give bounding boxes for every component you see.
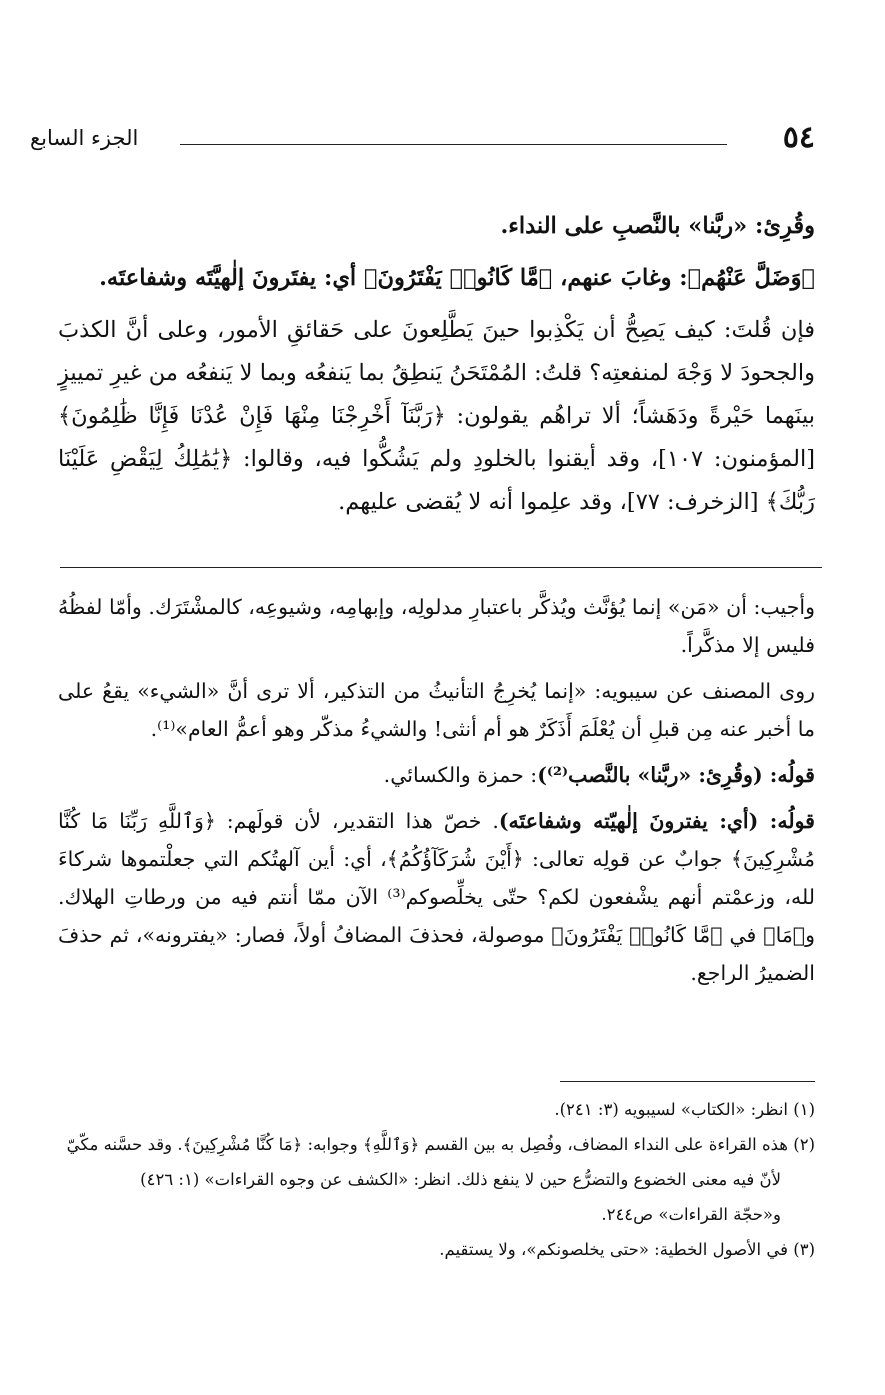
- footnote-1: (١) انظر: «الكتاب» لسيبويه (٣: ٢٤١).: [554, 1100, 815, 1119]
- main-line-1: وقُرِئ: «ربَّنا» بالنَّصبِ على النداء.: [500, 213, 815, 239]
- footnote-rule: [560, 1081, 815, 1082]
- footnote-2-continued: لأنّ فيه معنى الخضوع والتضرُّع حين لا ينفع ذلك. انظر: «الكشف عن وجوه القراءات» (١: ٤٢٦): [140, 1170, 781, 1189]
- running-title: الجزء السابع: [30, 126, 139, 150]
- footnote-2-continued: و«حجّة القراءات» ص٢٤٤.: [601, 1205, 781, 1224]
- commentary-label: قولُه: (وقُرِئ: «ربَّنا» بالنَّصب⁽²⁾): [537, 763, 815, 787]
- commentary-paragraph-3: [58, 756, 815, 794]
- header-rule: [180, 144, 727, 145]
- page-number: ٥٤: [782, 120, 815, 155]
- commentary-body: . خصّ هذا التقدير، لأن قولَهم: ﴿وَٱللَّهِ رَبِّنَا مَا كُنَّا مُشْرِكِينَ﴾ جوابٌ عن قولِه تعالى: ﴿أَيْنَ شُرَكَآؤُكُمُ﴾، أي: أين آلهتُكم التي جعلْتموها شركاءَ لله، وزعمْتم أنهم يشْفعون لكم؟ حتّى يخلِّصوكم⁽³⁾ الآن ممّا أنتم فيه من ورطاتِ الهلاك. و﴿مَا﴾ في ﴿مَّا كَانُوا۟ يَفْتَرُونَ﴾ موصولة، فحذفَ المضافُ أولاً، فصار: «يفترونه»، ثم حذفَ الضميرُ الراجع.: [58, 809, 815, 985]
- commentary-text: [58, 588, 815, 1000]
- main-line-2: ﴿وَضَلَّ عَنْهُم﴾: وغابَ عنهم، ﴿مَّا كَانُوا۟ يَفْتَرُونَ﴾ أي: يفتَرونَ إلٰهيَّتَه وشفاعتَه.: [99, 265, 815, 291]
- commentary-paragraph-1: [58, 588, 815, 664]
- commentary-body: وأجيب: أن «مَن» إنما يُؤنَّث ويُذكَّر باعتبارِ مدلولِه، وإبهامِه، وشيوعِه، كالمشْتَرَك. وأمّا لفظُهُ فليس إلا مذكَّراً.: [58, 595, 815, 657]
- commentary-label: قولُه: (أي: يفترونَ إلٰهيّته وشفاعتَه): [498, 809, 815, 833]
- footnotes: [58, 1094, 815, 1269]
- main-line-3: فإن قُلتَ: كيف يَصِحُّ أن يَكْذِبوا حينَ يَطَّلِعونَ على حَقائقِ الأمور، وعلى أنَّ الكذبَ والجحودَ لا وَجْهَ لمنفعتِه؟ قلتُ: المُمْتَحَنُ يَنطِقُ بما يَنفعُه وبما لا يَنفعُه من غيرِ تمييزٍ بينَهما حَيْرةً ودَهَشاً؛ ألا تراهُم يقولون: ﴿رَبَّنَآ أَخْرِجْنَا مِنْهَا فَإِنْ عُدْنَا فَإِنَّا ظَٰلِمُونَ﴾ [المؤمنون: ١٠٧]، وقد أيقنوا بالخلودِ ولم يَشُكُّوا فيه، وقالوا: ﴿يَٰمَٰلِكُ لِيَقْضِ عَلَيْنَا رَبُّكَ﴾ [الزخرف: ٧٧]، وقد علِموا أنه لا يُقضى عليهم.: [58, 317, 815, 515]
- commentary-body: روى المصنف عن سيبويه: «إنما يُخرِجُ التأنيثُ من التذكير، ألا ترى أنَّ «الشيء» يقعُ على ما أخبر عنه مِن قبلِ أن يُعْلَمَ أَذَكَرٌ هو أم أنثى! والشيءُ مذكّر وهو أعمُّ العام»⁽¹⁾.: [58, 679, 815, 741]
- commentary-paragraph-4: [58, 802, 815, 992]
- footnote-2: (٢) هذه القراءة على النداء المضاف، وفُصِل به بين القسم ﴿وَٱللَّهِ﴾ وجوابه: ﴿مَا كُنَّا مُشْرِكِينَ﴾. وقد حسَّنه مكّيّ: [66, 1135, 815, 1154]
- main-text: [58, 205, 815, 533]
- page-header: [30, 118, 815, 168]
- commentary-body: : حمزة والكسائي.: [383, 763, 538, 787]
- commentary-paragraph-2: [58, 672, 815, 748]
- section-divider: [60, 567, 822, 568]
- footnote-3: (٣) في الأصول الخطية: «حتى يخلصونكم»، ولا يستقيم.: [439, 1240, 815, 1259]
